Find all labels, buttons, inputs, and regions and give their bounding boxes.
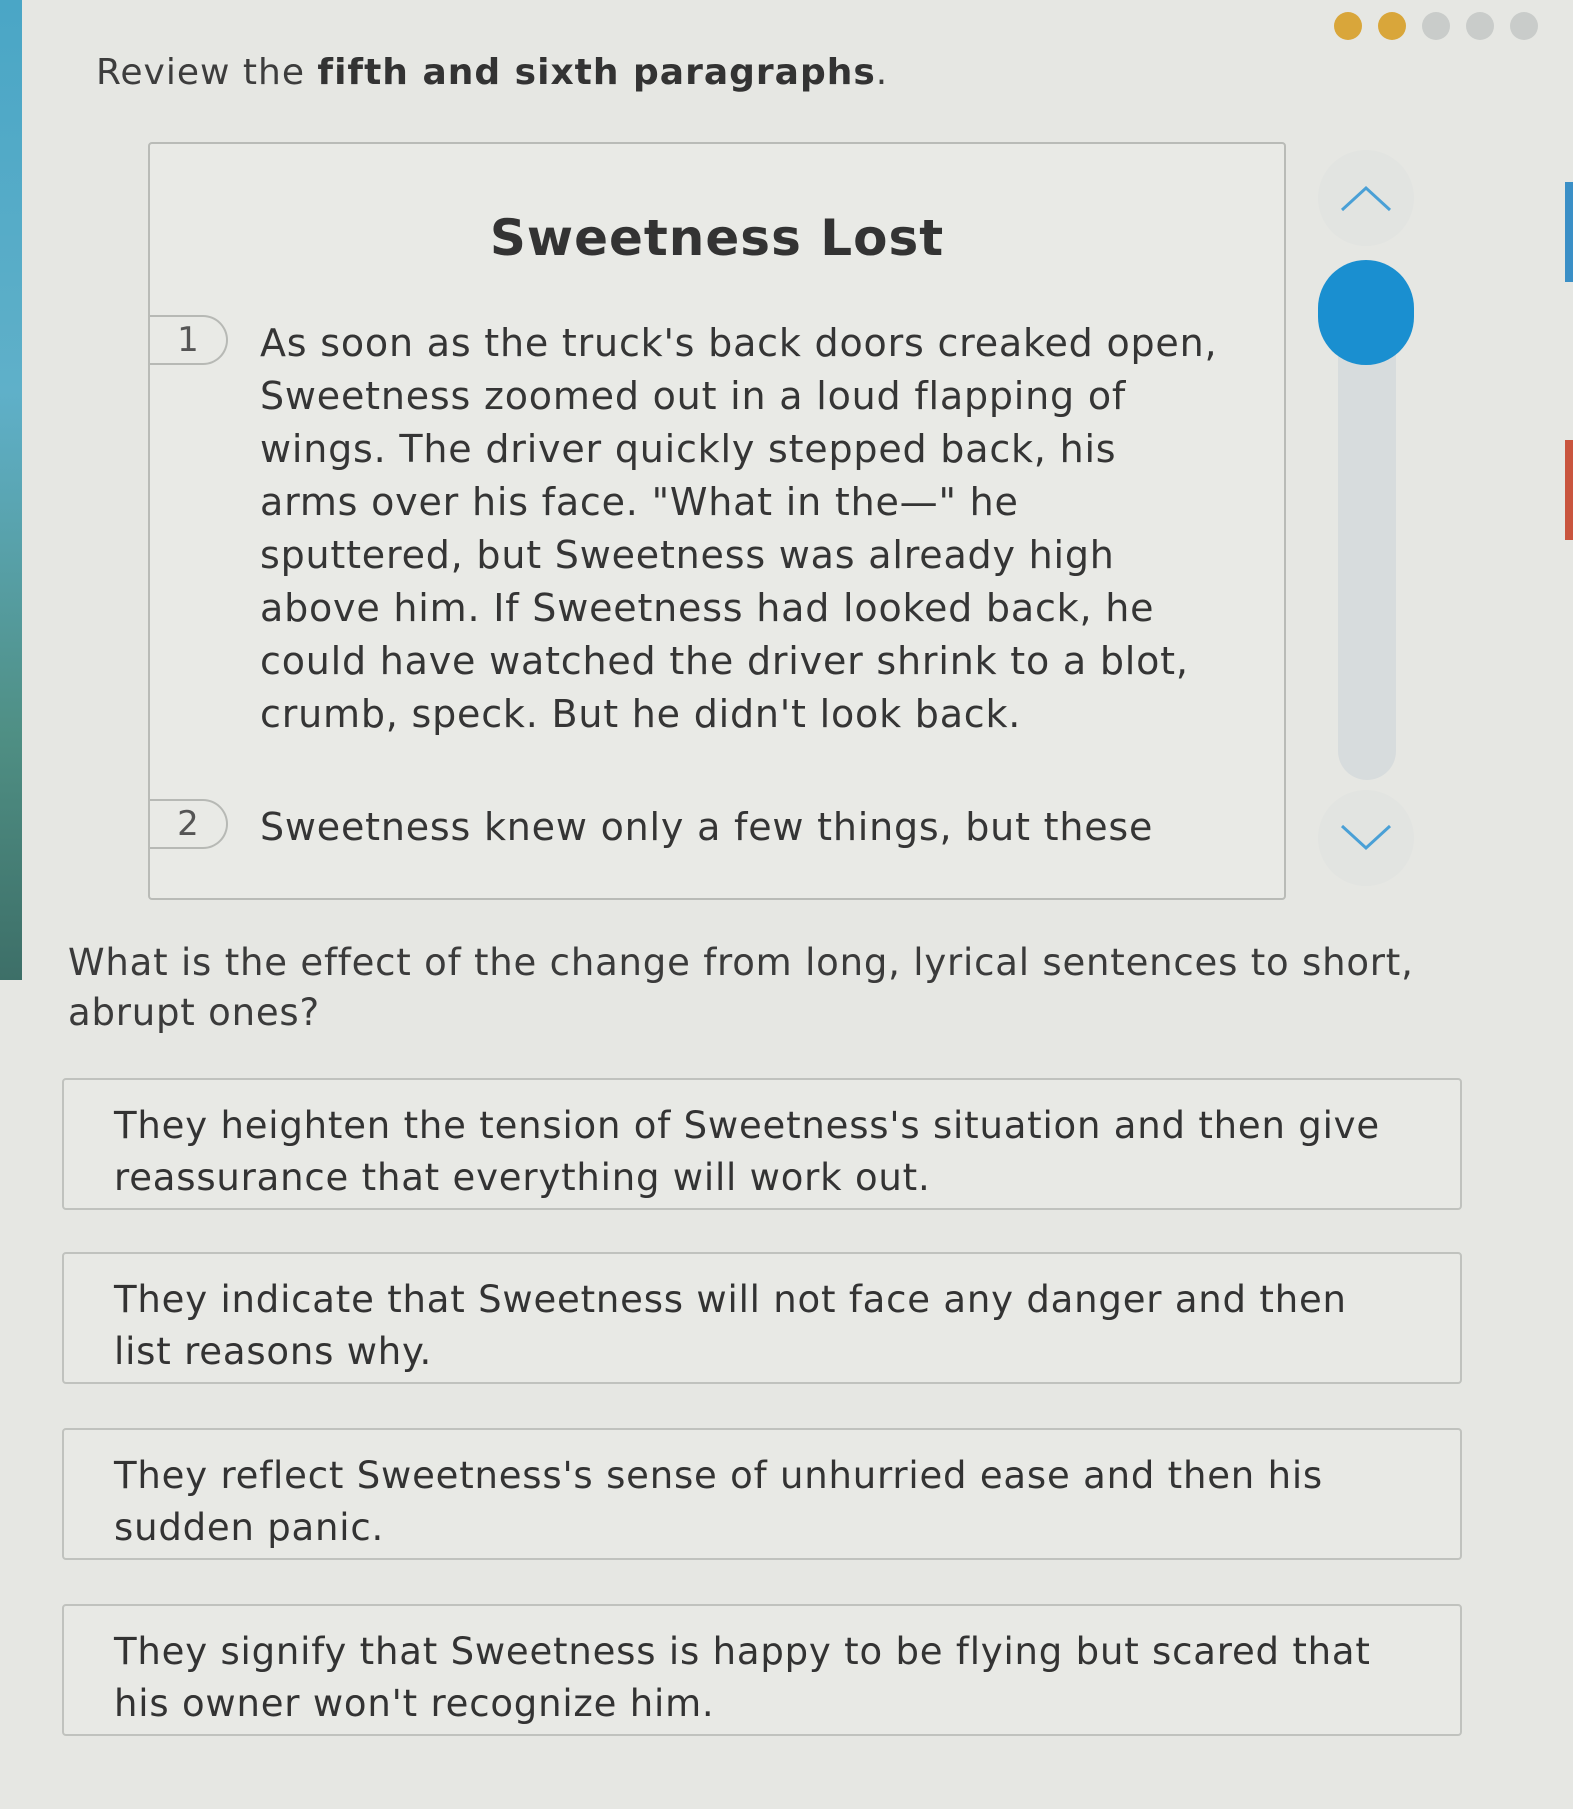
paragraph	[150, 801, 1284, 854]
progress-dot	[1466, 12, 1494, 40]
answer-option[interactable]: They signify that Sweetness is happy to be flying but scared that his owner won't recognize him.	[62, 1604, 1462, 1736]
progress-dot	[1334, 12, 1362, 40]
scroll-down-button[interactable]	[1318, 790, 1414, 886]
passage-scrollbar[interactable]	[1318, 150, 1414, 890]
scroll-up-button[interactable]	[1318, 150, 1414, 246]
right-edge-accent	[1565, 440, 1573, 540]
passage-title: Sweetness Lost	[489, 209, 945, 267]
paragraph-text: As soon as the truck's back doors creaked open, Sweetness zoomed out in a loud flapping of wings. The driver quickly stepped back, his arms over his face. "What in the—" he sputtered, but Sweetness was already high above him. If Sweetness had looked back, he could have watched the driver shrink to a blot, crumb, speck. But he didn't look back.	[260, 321, 1218, 736]
paragraph-number: 2	[150, 799, 228, 849]
left-edge-decoration	[0, 0, 22, 980]
scroll-thumb[interactable]	[1318, 260, 1414, 365]
question-text: What is the effect of the change from long, lyrical sentences to short, abrupt ones?	[68, 941, 1414, 1034]
paragraph-text: Sweetness knew only a few things, but these	[260, 805, 1154, 849]
progress-indicator	[1334, 12, 1538, 40]
instruction-text	[96, 52, 888, 93]
instruction-prefix: Review the	[96, 52, 318, 93]
answer-option[interactable]: They indicate that Sweetness will not face any danger and then list reasons why.	[62, 1252, 1462, 1384]
chevron-up-icon	[1336, 178, 1396, 218]
paragraph	[150, 317, 1284, 741]
progress-dot	[1422, 12, 1450, 40]
right-edge-accent	[1565, 182, 1573, 282]
instruction-emphasis: fifth and sixth paragraphs	[317, 52, 876, 93]
chevron-down-icon	[1336, 818, 1396, 858]
answer-option[interactable]: They heighten the tension of Sweetness's situation and then give reassurance that everything will work out.	[62, 1078, 1462, 1210]
progress-dot	[1378, 12, 1406, 40]
instruction-suffix: .	[875, 52, 889, 93]
paragraph-number: 1	[150, 315, 228, 365]
passage-panel[interactable]	[148, 142, 1286, 900]
progress-dot	[1510, 12, 1538, 40]
answer-option[interactable]: They reflect Sweetness's sense of unhurried ease and then his sudden panic.	[62, 1428, 1462, 1560]
